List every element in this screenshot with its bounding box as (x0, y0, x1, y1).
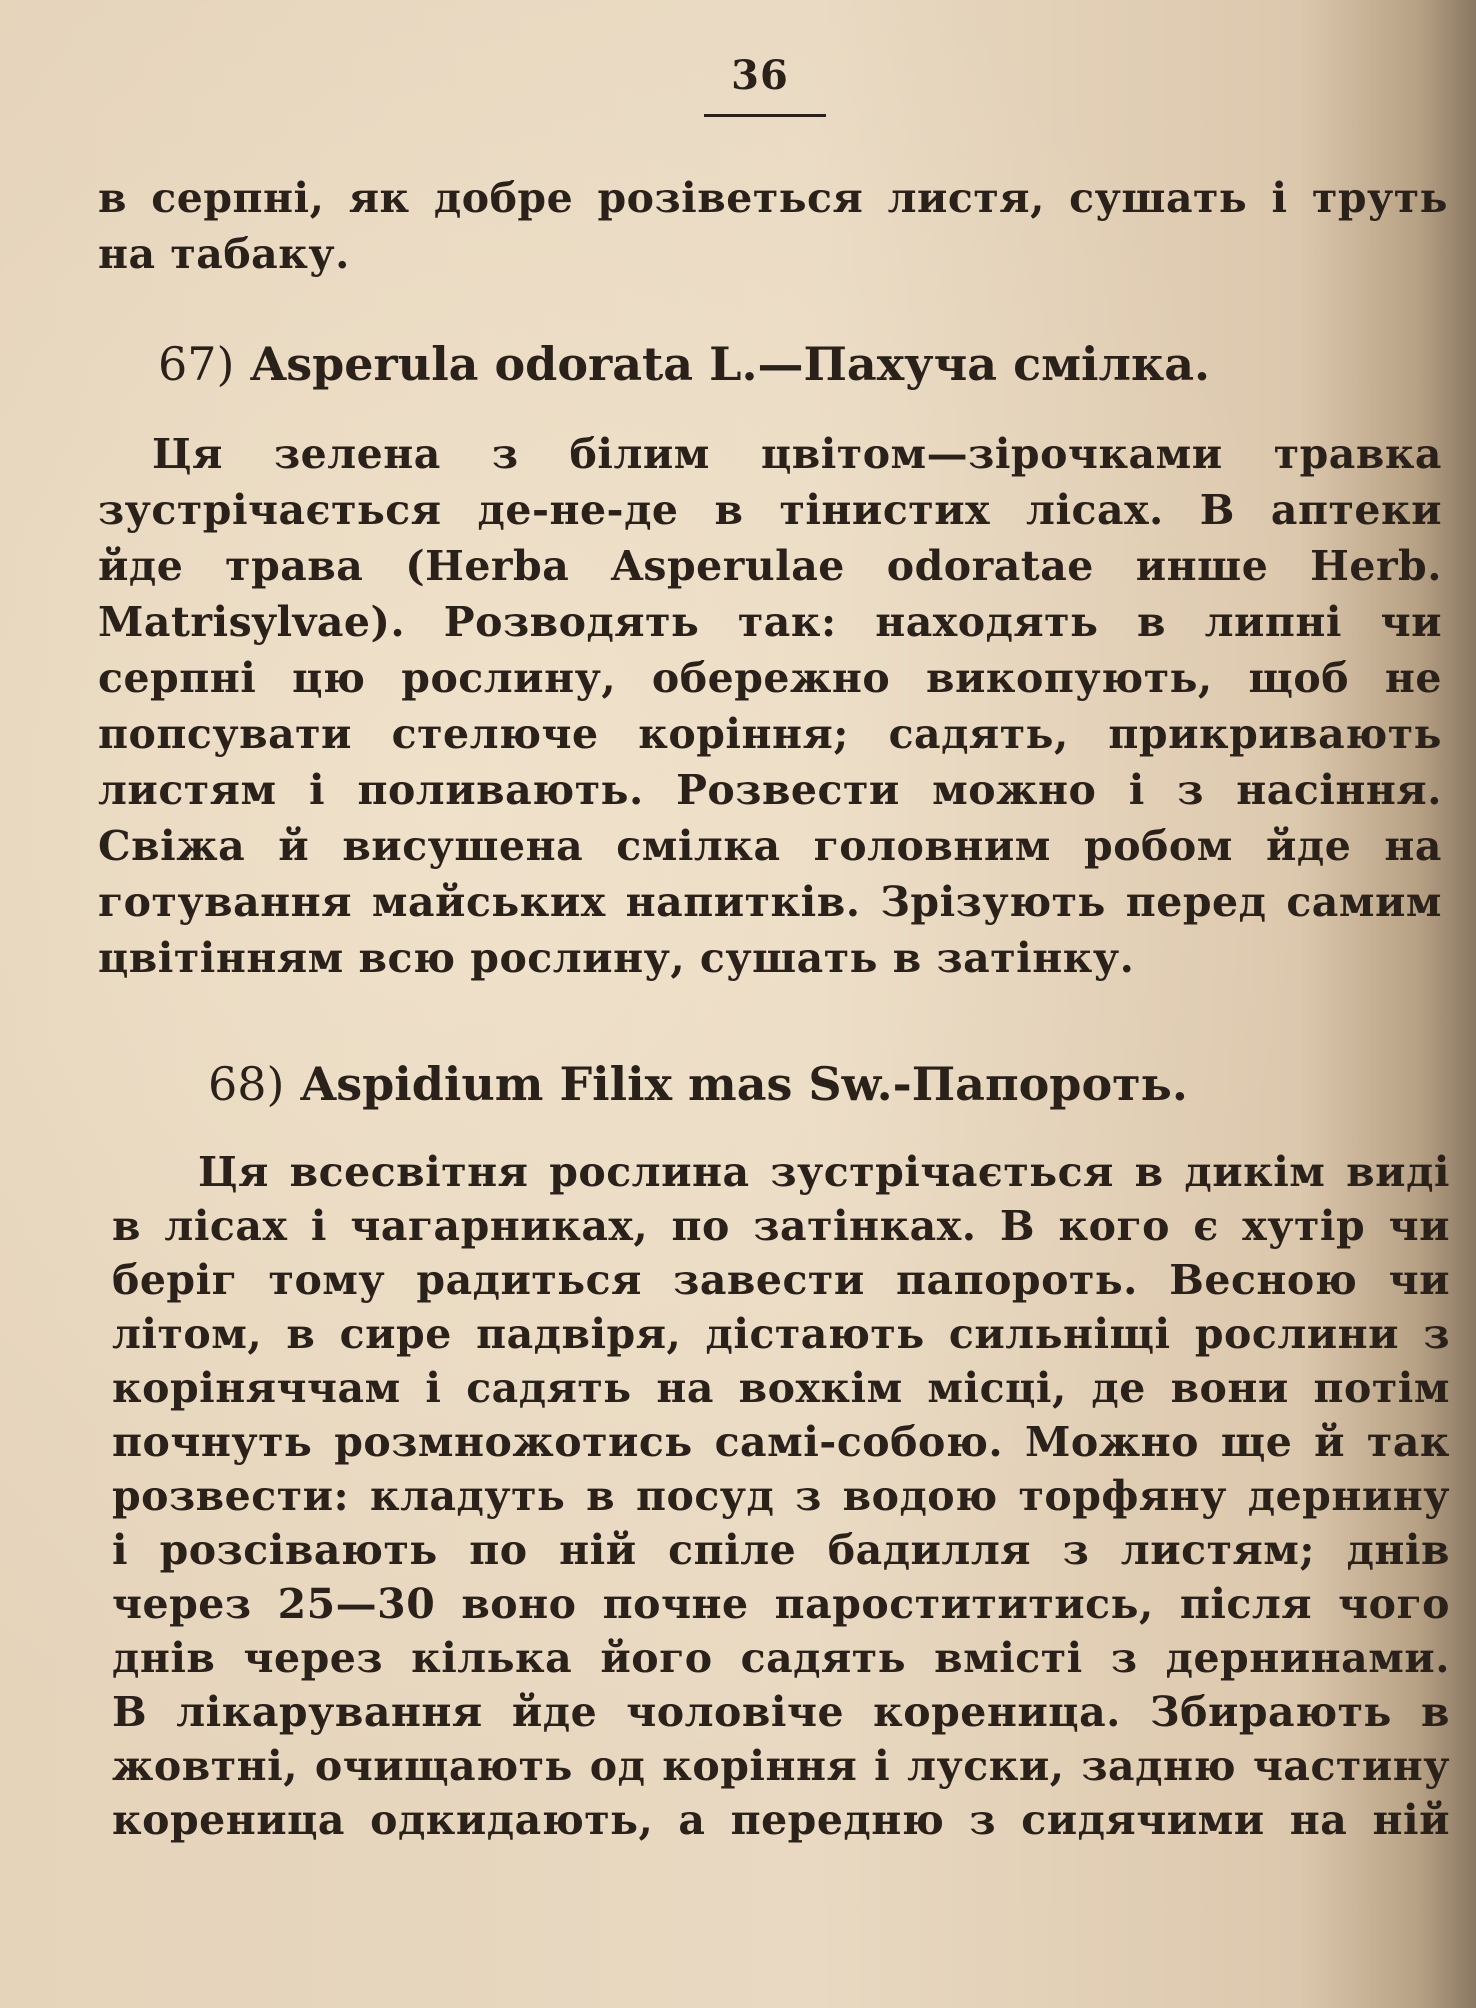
section-68-line: і розсівають по ній спіле бадилля з листям; днів (112, 1526, 1450, 1574)
section-68-line: Ця всесвітня рослина зустрічається в дикім виді (198, 1148, 1450, 1196)
section-68-line: почнуть розмножотись самі-собою. Можно ще й так (112, 1418, 1450, 1466)
section-67-line: готування майських напитків. Зрізують перед самим (98, 878, 1442, 926)
section-67-line: серпні цю рослину, обережно викопують, щоб не (98, 654, 1442, 702)
section-68-line: В лікарування йде чоловіче кореница. Збирають в (112, 1688, 1450, 1736)
section-68-title: Aspidium Filix mas Sw.-Папороть. (300, 1057, 1188, 1111)
section-67-line: листям і поливають. Розвести можно і з насіння. (98, 766, 1442, 814)
section-68-line: літом, в сире падвіря, дістають сильніщі рослини з (112, 1310, 1450, 1358)
section-68-line: беріг тому радиться завести папороть. Весною чи (112, 1256, 1450, 1304)
intro-line: в серпні, як добре розіветься листя, сушать і труть (98, 174, 1448, 222)
section-68-line: жовтні, очищають од коріння і луски, задню частину (112, 1742, 1450, 1790)
section-68-line: розвести: кладуть в посуд з водою торфяну дернину (112, 1472, 1450, 1520)
section-67-number: 67) (158, 337, 235, 391)
section-68-line: через 25—30 воно почне паростититись, після чого (112, 1580, 1450, 1628)
section-67-line: цвітінням всю рослину, сушать в затінку. (98, 934, 1135, 982)
section-67-heading (158, 336, 1210, 392)
section-68-number: 68) (208, 1057, 285, 1111)
section-67-line: Ця зелена з білим цвітом—зірочками травка (152, 430, 1442, 478)
intro-line: на табаку. (98, 230, 350, 278)
page-number: 36 (731, 52, 789, 99)
section-67-line: зустрічається де-не-де в тінистих лісах. В аптеки (98, 486, 1442, 534)
section-67-line: йде трава (Herba Asperulae odoratae инше Herb. (98, 542, 1442, 590)
section-68-line: коріняччам і садять на вохкім місці, де вони потім (112, 1364, 1450, 1412)
section-68-heading (208, 1056, 1188, 1112)
section-67-title: Asperula odorata L.—Пахуча смілка. (250, 337, 1211, 391)
section-68-line: в лісах і чагарниках, по затінках. В кого є хутір чи (112, 1202, 1450, 1250)
section-67-line: попсувати стелюче коріння; садять, прикривають (98, 710, 1442, 758)
section-67-line: Matrisylvae). Розводять так: находять в липні чи (98, 598, 1442, 646)
section-67-line: Свіжа й висушена смілка головним робом йде на (98, 822, 1442, 870)
section-68-line: кореница одкидають, а передню з сидячими на ній (112, 1796, 1450, 1844)
page-number-rule (704, 114, 826, 117)
section-68-line: днів через кілька його садять вмісті з дернинами. (112, 1634, 1450, 1682)
